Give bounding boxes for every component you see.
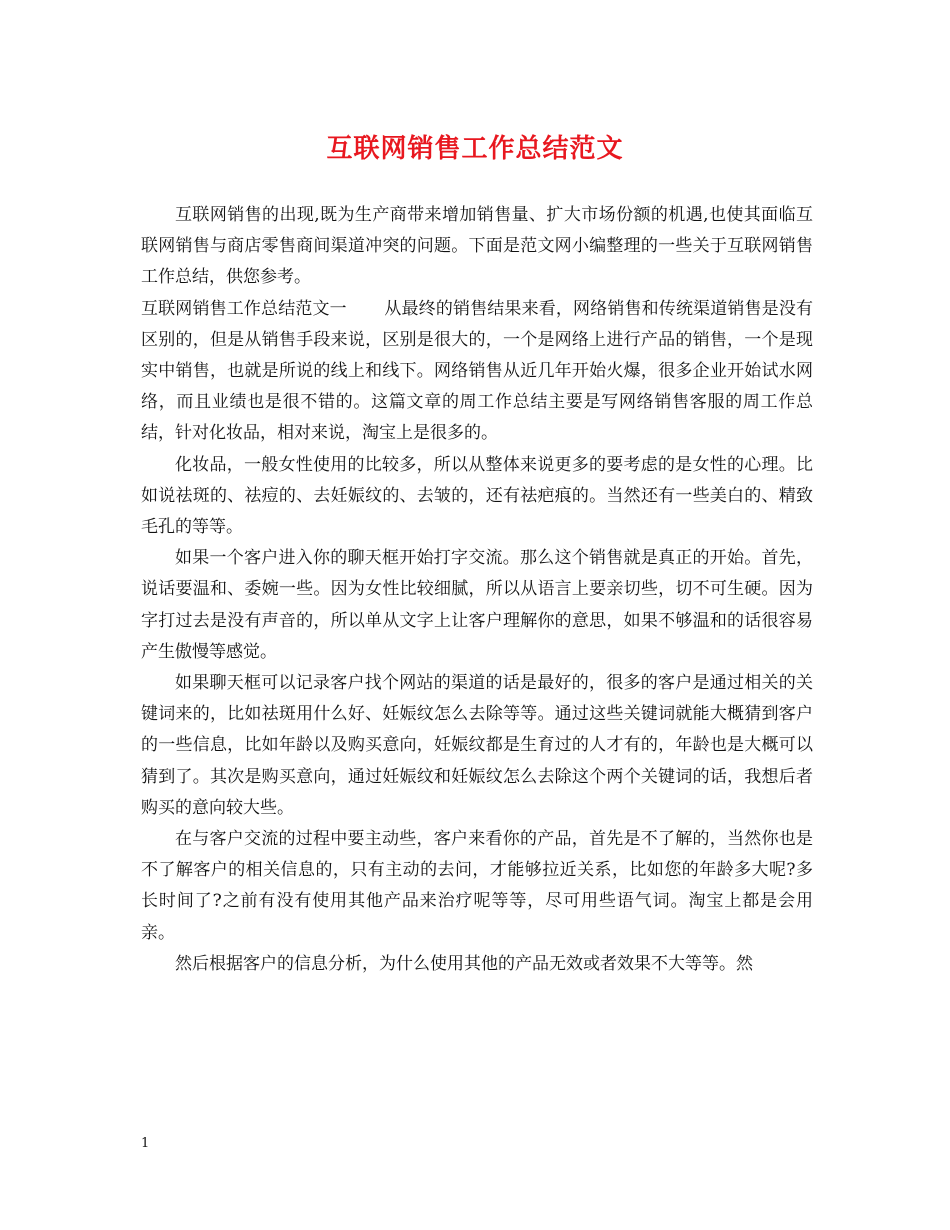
section-paragraph [141,294,813,450]
section-heading: 互联网销售工作总结范文一 [141,298,347,319]
document-body [141,200,813,980]
intro-paragraph: 互联网销售的出现,既为生产商带来增加销售量、扩大市场份额的机遇,也使其面临互联网销售与商店零售商间渠道冲突的问题。下面是范文网小编整理的一些关于互联网销售工作总结，供您参考。 [141,205,813,288]
page-number: 1 [141,1136,150,1151]
document-title: 互联网销售工作总结范文 [326,134,624,164]
body-paragraph: 如果一个客户进入你的聊天框开始打字交流。那么这个销售就是真正的开始。首先，说话要温和、委婉一些。因为女性比较细腻，所以从语言上要亲切些，切不可生硬。因为字打过去是没有声音的，所以单从文字上让客户理解你的意思，如果不够温和的话很容易产生傲慢等感觉。 [141,548,813,662]
body-paragraph: 然后根据客户的信息分析，为什么使用其他的产品无效或者效果不大等等。然 [175,953,753,974]
body-paragraph: 化妆品，一般女性使用的比较多，所以从整体来说更多的要考虑的是女性的心理。比如说祛斑的、祛痘的、去妊娠纹的、去皱的，还有祛疤痕的。当然还有一些美白的、精致毛孔的等等。 [141,454,813,538]
body-paragraph: 如果聊天框可以记录客户找个网站的渠道的话是最好的，很多的客户是通过相关的关键词来的，比如祛斑用什么好、妊娠纹怎么去除等等。通过这些关键词就能大概猜到客户的一些信息，比如年龄以及购买意向，妊娠纹都是生育过的人才有的，年龄也是大概可以猜到了。其次是购买意向，通过妊娠纹和妊娠纹怎么去除这个两个关键词的话，我想后者购买的意向较大些。 [141,673,813,818]
body-paragraph: 在与客户交流的过程中要主动些，客户来看你的产品，首先是不了解的，当然你也是不了解客户的相关信息的，只有主动的去问，才能够拉近关系，比如您的年龄多大呢?多长时间了?之前有没有使用其他产品来治疗呢等等，尽可用些语气词。淘宝上都是会用亲。 [141,829,813,943]
section-first-text: 从最终的销售结果来看，网络销售和传统渠道销售是没有区别的，但是从销售手段来说，区别是很大的，一个是网络上进行产品的销售，一个是现实中销售，也就是所说的线上和线下。网络销售从近几年开始火爆，很多企业开始试水网络，而且业绩也是很不错的。这篇文章的周工作总结主要是写网络销售客服的周工作总结，针对化妆品，相对来说，淘宝上是很多的。 [141,298,814,444]
